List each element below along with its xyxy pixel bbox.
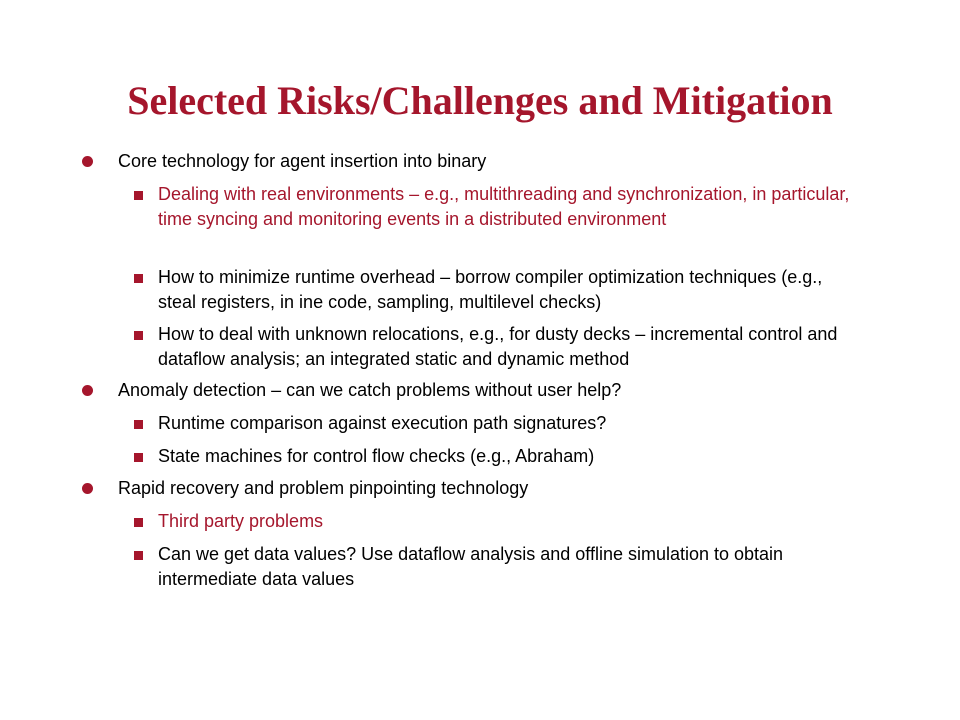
sub-bullet-item: Third party problems (158, 511, 324, 531)
round-bullet-icon (82, 483, 93, 494)
sub-bullet-item: Dealing with real environments – e.g., multithreading and synchronization, in particular, time syncing and monitoring events in a distributed environment (158, 184, 850, 229)
sub-bullet-item: How to minimize runtime overhead – borrow compiler optimization techniques (e.g., steal registers, in ine code, sampling, multilevel checks) (158, 267, 823, 312)
bullet-item: Anomaly detection – can we catch problems without user help? (118, 380, 622, 400)
sub-bullet-item: Can we get data values? Use dataflow analysis and offline simulation to obtain intermediate data values (158, 544, 784, 589)
square-bullet-icon (134, 453, 143, 462)
bullet-item: Rapid recovery and problem pinpointing technology (118, 478, 529, 498)
bullet-item: Core technology for agent insertion into binary (118, 151, 487, 171)
round-bullet-icon (82, 156, 93, 167)
round-bullet-icon (82, 385, 93, 396)
square-bullet-icon (134, 274, 143, 283)
square-bullet-icon (134, 331, 143, 340)
sub-bullet-item: How to deal with unknown relocations, e.g., for dusty decks – incremental control and dataflow analysis; an integrated static and dynamic method (158, 324, 838, 369)
square-bullet-icon (134, 518, 143, 527)
square-bullet-icon (134, 551, 143, 560)
slide-title: Selected Risks/Challenges and Mitigation (127, 78, 833, 123)
square-bullet-icon (134, 420, 143, 429)
square-bullet-icon (134, 191, 143, 200)
sub-bullet-item: Runtime comparison against execution path signatures? (158, 413, 607, 433)
sub-bullet-item: State machines for control flow checks (e.g., Abraham) (158, 446, 595, 466)
